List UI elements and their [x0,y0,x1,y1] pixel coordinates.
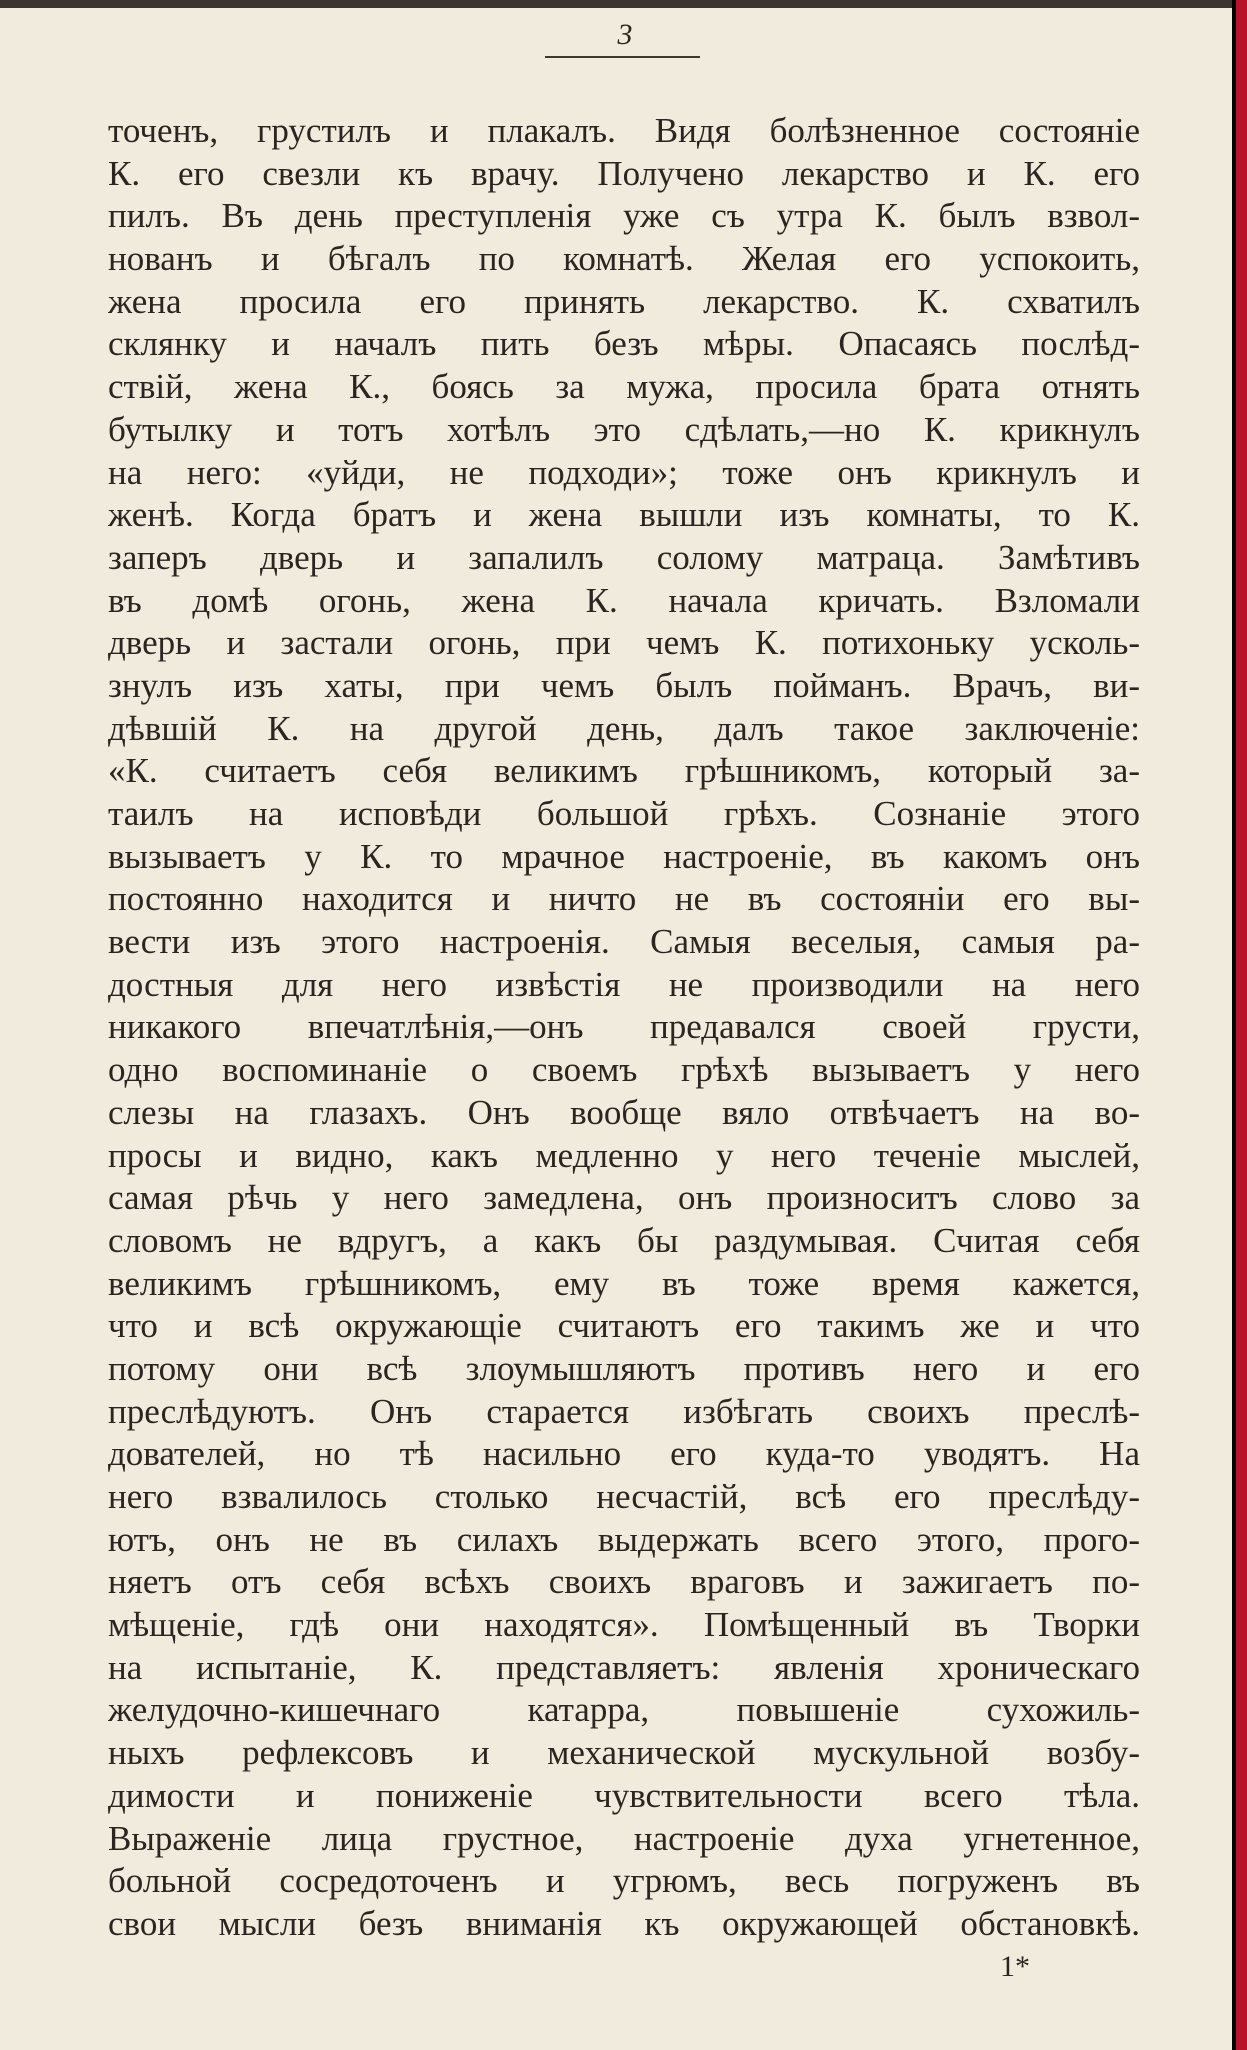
header-rule [545,56,700,58]
text-line: таилъ на исповѣди большой грѣхъ. Сознаніе этого [108,794,1140,833]
text-line: бутылку и тотъ хотѣлъ это сдѣлать,—но К. крикнулъ [108,409,1140,449]
text-line: склянку и началъ пить безъ мѣры. Опасаясь послѣд- [108,324,1140,364]
text-line: вызываетъ у К. то мрачное настроеніе, въ какомъ онъ [108,836,1140,876]
text-line: на испытаніе, К. представляетъ: явленія хроническаго [108,1647,1140,1687]
text-line: знулъ изъ хаты, при чемъ былъ пойманъ. Врачъ, ви- [108,665,1140,705]
text-line: няетъ отъ себя всѣхъ своихъ враговъ и зажигаетъ по- [108,1562,1140,1602]
text-line: димости и пониженіе чувствительности всего тѣла. [108,1775,1140,1815]
text-line: самая рѣчь у него замедлена, онъ произноситъ слово за [108,1178,1140,1218]
text-line: мѣщеніе, гдѣ они находятся». Помѣщенный въ Творки [108,1605,1140,1645]
text-line: преслѣдуютъ. Онъ старается избѣгать своихъ преслѣ- [108,1391,1140,1431]
signature-mark: 1* [1000,1950,1030,1983]
book-cover-edge [1236,0,1247,2050]
text-line: словомъ не вдругъ, а какъ бы раздумывая. Считая себя [108,1220,1140,1260]
text-line: ныхъ рефлексовъ и механической мускульной возбу- [108,1733,1140,1773]
text-line: нованъ и бѣгалъ по комнатѣ. Желая его успокоить, [108,239,1140,279]
text-line: на него: «уйди, не подходи»; тоже онъ крикнулъ и [108,452,1140,492]
text-line: жена просила его принять лекарство. К. схватилъ [108,281,1140,321]
text-line: него взвалилось столько несчастій, всѣ его преслѣду- [108,1477,1140,1516]
text-line: никакого впечатлѣнія,—онъ предавался своей грусти, [108,1007,1140,1047]
text-line: дѣвшій К. на другой день, далъ такое заключеніе: [108,708,1140,748]
text-line: заперъ дверь и запалилъ солому матраца. Замѣтивъ [108,537,1140,577]
body-text [108,110,1140,1946]
page-number: 3 [617,18,633,51]
text-line: одно воспоминаніе о своемъ грѣхѣ вызываетъ у него [108,1050,1140,1090]
scan-top-edge [0,0,1247,8]
text-line: постоянно находится и ничто не въ состояніи его вы- [108,879,1140,919]
text-line: просы и видно, какъ медленно у него теченіе мыслей, [108,1135,1140,1175]
text-line: ствій, жена К., боясь за мужа, просила брата отнять [108,367,1140,407]
text-line: пилъ. Въ день преступленія уже съ утра К. былъ взвол- [108,196,1140,236]
text-line: К. его свезли къ врачу. Получено лекарство и К. его [108,153,1140,193]
text-line: дователей, но тѣ насильно его куда-то уводятъ. На [108,1434,1140,1474]
text-line: женѣ. Когда братъ и жена вышли изъ комнаты, то К. [108,495,1140,535]
text-line: достныя для него извѣстія не производили на него [108,964,1140,1004]
text-line: что и всѣ окружающіе считаютъ его такимъ же и что [108,1306,1140,1346]
text-line: потому они всѣ злоумышляютъ противъ него и его [108,1348,1140,1388]
text-line: свои мысли безъ вниманія къ окружающей обстановкѣ. [108,1903,1140,1943]
text-line: вести изъ этого настроенія. Самыя веселыя, самыя ра- [108,922,1140,962]
text-line: больной сосредоточенъ и угрюмъ, весь погруженъ въ [108,1861,1140,1901]
text-line: въ домѣ огонь, жена К. начала кричать. Взломали [108,580,1140,620]
text-line: дверь и застали огонь, при чемъ К. потихоньку усколь- [108,623,1140,663]
text-line: Выраженіе лица грустное, настроеніе духа угнетенное, [108,1818,1140,1858]
text-line: «К. считаетъ себя великимъ грѣшникомъ, который за- [108,751,1140,791]
text-line: великимъ грѣшникомъ, ему въ тоже время кажется, [108,1263,1140,1303]
text-line: точенъ, грустилъ и плакалъ. Видя болѣзненное состояніе [108,111,1140,150]
text-line: ютъ, онъ не въ силахъ выдержать всего этого, прого- [108,1519,1140,1559]
text-line: желудочно-кишечнаго катарра, повышеніе сухожиль- [108,1690,1140,1730]
text-line: слезы на глазахъ. Онъ вообще вяло отвѣчаетъ на во- [108,1092,1140,1132]
